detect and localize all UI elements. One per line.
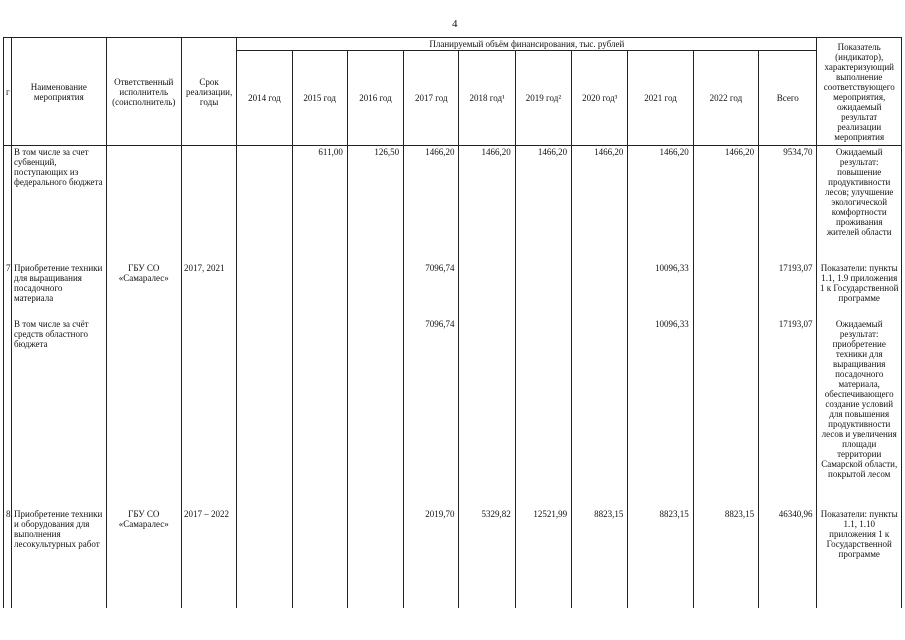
row-executor: ГБУ СО «Самаралес» <box>106 508 181 608</box>
cell-value <box>459 318 515 508</box>
row-indicator: Ожидаемый результат: приобретение техники для выращивания посадочного материала, обеспечивающего создание условий для повышения продуктивности лесов и увеличения площади территории Самарской области, покрытой лесом <box>817 318 902 508</box>
table-row <box>4 262 902 318</box>
cell-value <box>459 262 515 318</box>
header-term: Срок реализации, годы <box>181 38 236 146</box>
header-year: 2019 год² <box>515 51 571 146</box>
cell-value: 8823,15 <box>628 508 693 608</box>
cell-value: 12521,99 <box>515 508 571 608</box>
cell-value: 10096,33 <box>628 262 693 318</box>
row-indicator: Показатели: пункты 1.1, 1.10 приложения 1 к Государственной программе <box>817 508 902 608</box>
cell-value <box>572 318 628 508</box>
cell-value: 611,00 <box>292 146 347 262</box>
cell-value: 1466,20 <box>459 146 515 262</box>
cell-value: 2019,70 <box>404 508 459 608</box>
row-term <box>181 146 236 262</box>
header-year: 2022 год <box>693 51 758 146</box>
cell-value <box>347 318 403 508</box>
cell-value: 1466,20 <box>515 146 571 262</box>
cell-value <box>572 262 628 318</box>
cell-value <box>237 508 292 608</box>
table-row <box>4 508 902 608</box>
row-number: 7. <box>4 262 12 318</box>
cell-total: 9534,70 <box>759 146 817 262</box>
cell-value: 1466,20 <box>628 146 693 262</box>
table-row <box>4 318 902 508</box>
cell-value <box>515 262 571 318</box>
cell-value <box>237 262 292 318</box>
header-financing: Планируемый объём финансирования, тыс. рублей <box>237 38 817 51</box>
cell-value <box>347 262 403 318</box>
header-year: 2014 год <box>237 51 292 146</box>
cell-value: 5329,82 <box>459 508 515 608</box>
cell-value: 126,50 <box>347 146 403 262</box>
header-total: Всего <box>759 51 817 146</box>
row-name: Приобретение техники и оборудования для выполнения лесокультурных работ <box>12 508 107 608</box>
row-term: 2017 – 2022 <box>181 508 236 608</box>
table-row <box>4 146 902 262</box>
cell-value <box>693 262 758 318</box>
cell-value: 1466,20 <box>572 146 628 262</box>
row-number <box>4 318 12 508</box>
row-indicator: Показатели: пункты 1.1, 1.9 приложения 1 к Государственной программе <box>817 262 902 318</box>
cell-value <box>292 318 347 508</box>
financing-table <box>3 37 902 608</box>
row-term: 2017, 2021 <box>181 262 236 318</box>
row-name: Приобретение техники для выращивания посадочного материала <box>12 262 107 318</box>
header-num: г <box>4 38 12 146</box>
row-name: В том числе за счёт средств областного бюджета <box>12 318 107 508</box>
cell-value: 10096,33 <box>628 318 693 508</box>
header-name: Наименование мероприятия <box>12 38 107 146</box>
cell-value: 1466,20 <box>404 146 459 262</box>
cell-value <box>347 508 403 608</box>
header-executor: Ответственный исполнитель (соисполнитель) <box>106 38 181 146</box>
row-name: В том числе за счет субвенций, поступающих из федерального бюджета <box>12 146 107 262</box>
cell-value <box>693 318 758 508</box>
row-term <box>181 318 236 508</box>
header-year: 2021 год <box>628 51 693 146</box>
header-indicator: Показатель (индикатор), характеризующий выполнение соответствующего мероприятия, ожидаемый результат реализации мероприятия <box>817 38 902 146</box>
cell-value <box>515 318 571 508</box>
header-year: 2016 год <box>347 51 403 146</box>
cell-value <box>237 318 292 508</box>
row-number <box>4 146 12 262</box>
page-number: 4 <box>452 18 458 30</box>
row-executor <box>106 318 181 508</box>
cell-value <box>292 262 347 318</box>
cell-value: 8823,15 <box>572 508 628 608</box>
row-executor <box>106 146 181 262</box>
row-indicator: Ожидаемый результат: повышение продуктивности лесов; улучшение экологической комфортности проживания жителей области <box>817 146 902 262</box>
cell-value: 7096,74 <box>404 262 459 318</box>
cell-value: 1466,20 <box>693 146 758 262</box>
cell-value: 7096,74 <box>404 318 459 508</box>
cell-total: 46340,96 <box>759 508 817 608</box>
row-executor: ГБУ СО «Самаралес» <box>106 262 181 318</box>
row-number: 8. <box>4 508 12 608</box>
header-year: 2017 год <box>404 51 459 146</box>
cell-total: 17193,07 <box>759 318 817 508</box>
cell-total: 17193,07 <box>759 262 817 318</box>
header-year: 2020 год³ <box>572 51 628 146</box>
cell-value <box>237 146 292 262</box>
header-year: 2018 год¹ <box>459 51 515 146</box>
cell-value <box>292 508 347 608</box>
header-year: 2015 год <box>292 51 347 146</box>
cell-value: 8823,15 <box>693 508 758 608</box>
